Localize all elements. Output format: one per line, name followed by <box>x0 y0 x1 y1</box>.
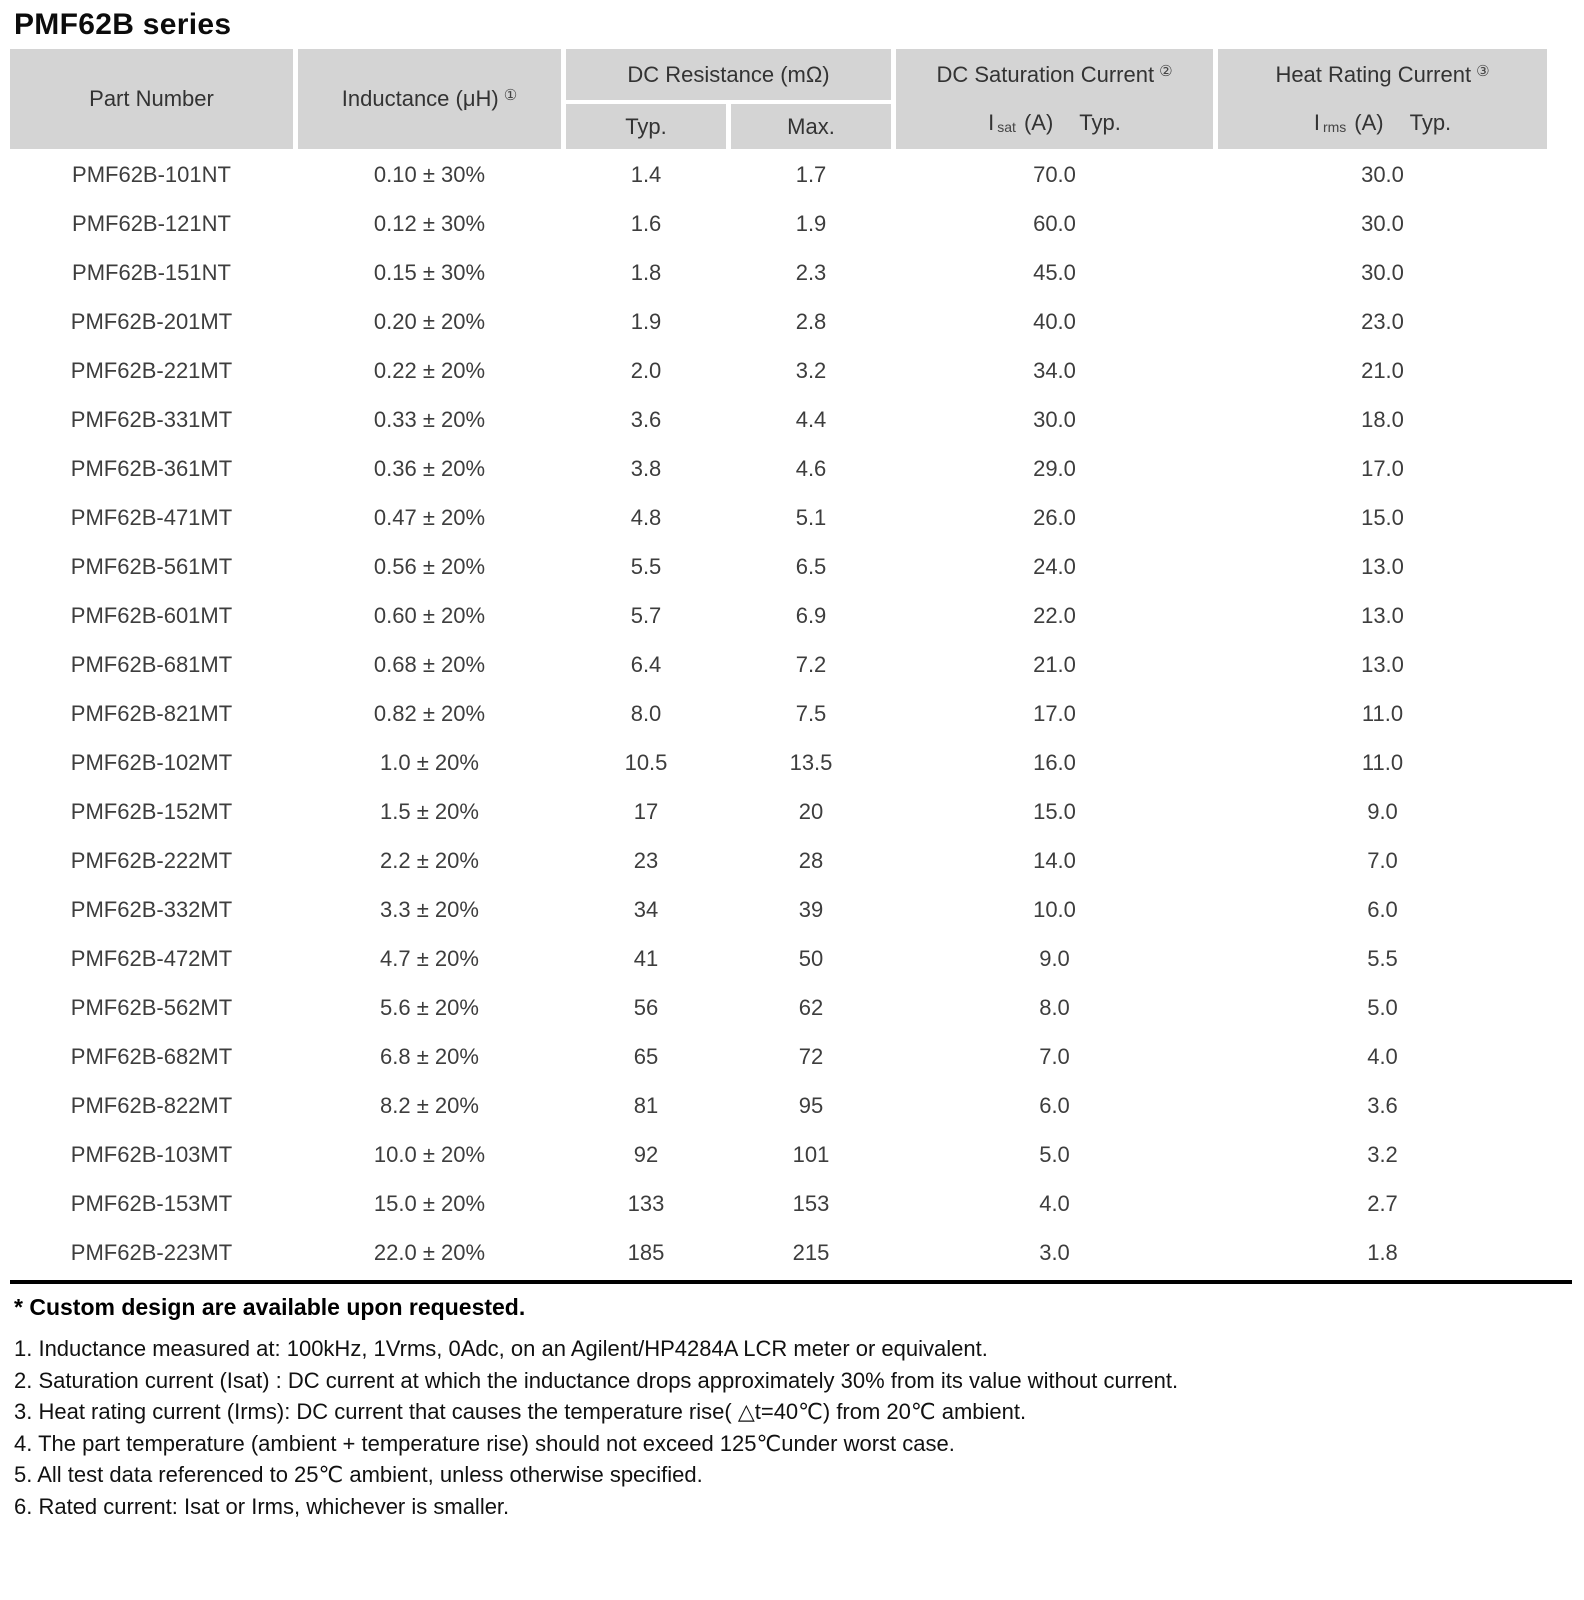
table-cell: 0.36 ± 20% <box>373 455 486 481</box>
table-cell: 17.0 <box>1361 455 1404 481</box>
footnotes-section <box>14 1294 1584 1522</box>
table-cell: 56 <box>633 994 659 1020</box>
table-row <box>10 885 1547 934</box>
table-cell: 41 <box>633 945 659 971</box>
table-cell: 28 <box>798 847 824 873</box>
table-cell: 15.0 <box>1361 504 1404 530</box>
header-label: Heat Rating Current <box>1275 62 1472 87</box>
table-cell: 4.0 <box>1367 1043 1398 1069</box>
table-cell: 0.33 ± 20% <box>373 406 486 432</box>
table-cell: 0.68 ± 20% <box>373 651 486 677</box>
table-cell: 6.8 ± 20% <box>380 1043 479 1069</box>
table-cell: 34 <box>633 896 659 922</box>
table-cell: 101 <box>792 1141 830 1167</box>
table-cell: 4.7 ± 20% <box>380 945 479 971</box>
table-cell: 22.0 ± 20% <box>373 1239 486 1265</box>
table-cell: 10.5 <box>624 749 668 775</box>
table-cell: 5.1 <box>795 504 827 530</box>
table-cell: 6.0 <box>1039 1092 1070 1118</box>
table-cell: 17.0 <box>1033 700 1076 726</box>
header-irms-sub <box>1314 110 1451 136</box>
footnote-ref-1: ① <box>503 87 518 104</box>
table-cell: 1.9 <box>795 210 827 236</box>
table-row <box>10 1130 1547 1179</box>
table-cell: PMF62B-681MT <box>70 651 233 677</box>
header-isat-sub <box>988 110 1121 136</box>
header-label: DC Saturation Current <box>936 62 1155 87</box>
table-row <box>10 787 1547 836</box>
footnote: 3. Heat rating current (Irms): DC current that causes the temperature rise( △t=40℃) from 20℃ ambient. <box>14 1399 1027 1424</box>
table-cell: 2.8 <box>795 308 827 334</box>
table-cell: 13.0 <box>1361 602 1404 628</box>
table-cell: 0.56 ± 20% <box>373 553 486 579</box>
footnote-ref-2: ② <box>1159 63 1173 80</box>
table-cell: 3.6 <box>1367 1092 1398 1118</box>
table-cell: 29.0 <box>1033 455 1076 481</box>
table-cell: 3.2 <box>1367 1141 1398 1167</box>
table-cell: 39 <box>798 896 824 922</box>
footnote-list <box>14 1333 1584 1522</box>
table-cell: 8.0 <box>630 700 662 726</box>
table-cell: 1.8 <box>1367 1239 1398 1265</box>
table-cell: 133 <box>627 1190 665 1216</box>
table-cell: 24.0 <box>1033 553 1076 579</box>
custom-design-note: * Custom design are available upon requested. <box>14 1294 526 1320</box>
table-cell: 5.5 <box>1367 945 1398 971</box>
table-cell: 0.10 ± 30% <box>373 161 486 187</box>
table-cell: PMF62B-562MT <box>70 994 233 1020</box>
table-cell: 10.0 ± 20% <box>373 1141 486 1167</box>
table-cell: 185 <box>627 1239 665 1265</box>
table-cell: PMF62B-153MT <box>70 1190 233 1216</box>
table-cell: 95 <box>798 1092 824 1118</box>
table-cell: 11.0 <box>1361 700 1404 726</box>
table-cell: 0.20 ± 20% <box>373 308 486 334</box>
table-cell: 2.3 <box>795 259 827 285</box>
footnote: 6. Rated current: Isat or Irms, whichever is smaller. <box>14 1493 510 1519</box>
table-row <box>10 591 1547 640</box>
table-cell: PMF62B-822MT <box>70 1092 233 1118</box>
table-cell: 0.47 ± 20% <box>373 504 486 530</box>
table-cell: 4.0 <box>1039 1190 1070 1216</box>
isat-typ-label: Typ. <box>1079 110 1121 135</box>
table-cell: PMF62B-361MT <box>70 455 233 481</box>
table-row <box>10 1179 1547 1228</box>
table-cell: 153 <box>792 1190 830 1216</box>
table-row <box>10 1081 1547 1130</box>
table-cell: 70.0 <box>1033 161 1076 187</box>
table-row <box>10 346 1547 395</box>
table-bottom-divider <box>10 1280 1572 1284</box>
table-cell: 40.0 <box>1033 308 1076 334</box>
isat-symbol: I <box>988 110 995 135</box>
table-cell: PMF62B-821MT <box>70 700 233 726</box>
table-cell: 3.3 ± 20% <box>380 896 479 922</box>
header-dc-resistance <box>566 49 891 100</box>
table-header <box>10 49 1547 149</box>
table-cell: 4.6 <box>795 455 827 481</box>
table-row <box>10 199 1547 248</box>
table-cell: 7.2 <box>795 651 827 677</box>
table-cell: 45.0 <box>1033 259 1076 285</box>
table-cell: 0.12 ± 30% <box>373 210 486 236</box>
table-cell: 1.5 ± 20% <box>380 798 479 824</box>
table-cell: 5.0 <box>1367 994 1398 1020</box>
table-cell: 3.8 <box>630 455 662 481</box>
table-body <box>10 150 1547 1277</box>
table-cell: 1.4 <box>630 161 662 187</box>
table-cell: 14.0 <box>1033 847 1076 873</box>
table-cell: 3.0 <box>1039 1239 1070 1265</box>
table-cell: PMF62B-152MT <box>70 798 233 824</box>
irms-typ-label: Typ. <box>1409 110 1452 135</box>
table-cell: PMF62B-101NT <box>72 161 231 187</box>
table-cell: 17 <box>633 798 659 824</box>
table-row <box>10 297 1547 346</box>
table-cell: PMF62B-121NT <box>72 210 231 236</box>
table-cell: 23.0 <box>1361 308 1404 334</box>
page-title: PMF62B series <box>14 8 232 41</box>
table-cell: 50 <box>798 945 824 971</box>
irms-unit: (A) <box>1354 110 1384 135</box>
table-cell: 21.0 <box>1361 357 1404 383</box>
table-cell: 2.0 <box>630 357 662 383</box>
table-cell: 30.0 <box>1361 210 1404 236</box>
footnote: 2. Saturation current (Isat) : DC current at which the inductance drops approximately 30% from its value without current. <box>14 1367 1179 1393</box>
header-label: Part Number <box>89 86 214 111</box>
table-row <box>10 493 1547 542</box>
header-label: Inductance (μH) <box>341 86 499 111</box>
table-cell: PMF62B-682MT <box>70 1043 233 1069</box>
table-row <box>10 150 1547 199</box>
table-cell: 30.0 <box>1361 259 1404 285</box>
table-cell: 30.0 <box>1361 161 1404 187</box>
table-cell: 20 <box>798 798 824 824</box>
table-cell: 1.7 <box>795 161 827 187</box>
table-row <box>10 248 1547 297</box>
table-cell: 6.4 <box>630 651 662 677</box>
table-cell: 22.0 <box>1033 602 1076 628</box>
irms-subscript: rms <box>1322 119 1347 135</box>
table-cell: 215 <box>792 1239 830 1265</box>
spec-table <box>10 49 1547 1277</box>
table-cell: PMF62B-102MT <box>70 749 233 775</box>
table-cell: 65 <box>633 1043 659 1069</box>
table-cell: 23 <box>633 847 659 873</box>
table-cell: PMF62B-472MT <box>70 945 233 971</box>
table-cell: 5.6 ± 20% <box>380 994 479 1020</box>
table-cell: 1.0 ± 20% <box>380 749 479 775</box>
table-cell: 13.0 <box>1361 553 1404 579</box>
header-label: DC Resistance (mΩ) <box>627 61 830 87</box>
table-cell: PMF62B-151NT <box>72 259 231 285</box>
table-cell: 0.82 ± 20% <box>373 700 486 726</box>
header-heat-title <box>1275 62 1489 88</box>
table-cell: 7.0 <box>1367 847 1398 873</box>
table-cell: 62 <box>798 994 824 1020</box>
table-cell: 1.9 <box>630 308 662 334</box>
table-cell: 0.15 ± 30% <box>373 259 486 285</box>
table-cell: 7.5 <box>795 700 827 726</box>
table-cell: 5.0 <box>1039 1141 1070 1167</box>
table-cell: PMF62B-201MT <box>70 308 233 334</box>
table-cell: PMF62B-223MT <box>70 1239 233 1265</box>
header-inductance <box>298 49 561 149</box>
table-cell: PMF62B-601MT <box>70 602 233 628</box>
table-row <box>10 1032 1547 1081</box>
header-saturation-title <box>936 62 1172 88</box>
table-cell: 16.0 <box>1033 749 1076 775</box>
table-row <box>10 444 1547 493</box>
table-cell: 3.2 <box>795 357 827 383</box>
table-cell: 8.0 <box>1039 994 1070 1020</box>
table-cell: 92 <box>633 1141 659 1167</box>
table-cell: 18.0 <box>1361 406 1404 432</box>
table-row <box>10 836 1547 885</box>
table-cell: PMF62B-471MT <box>70 504 233 530</box>
table-cell: 4.8 <box>630 504 662 530</box>
header-part-number <box>10 49 293 149</box>
table-cell: 13.0 <box>1361 651 1404 677</box>
table-cell: 10.0 <box>1033 896 1076 922</box>
table-cell: 0.60 ± 20% <box>373 602 486 628</box>
table-cell: 2.7 <box>1367 1190 1398 1216</box>
table-cell: PMF62B-332MT <box>70 896 233 922</box>
header-dcr-typ <box>566 104 726 149</box>
isat-subscript: sat <box>997 119 1016 135</box>
table-cell: 8.2 ± 20% <box>380 1092 479 1118</box>
header-heat-rating-current <box>1218 49 1547 149</box>
table-cell: 72 <box>798 1043 824 1069</box>
header-saturation-current <box>896 49 1213 149</box>
table-cell: 6.9 <box>795 602 827 628</box>
table-row <box>10 689 1547 738</box>
table-cell: 6.5 <box>795 553 827 579</box>
table-row <box>10 395 1547 444</box>
table-row <box>10 1228 1547 1277</box>
table-cell: PMF62B-103MT <box>70 1141 233 1167</box>
table-cell: 11.0 <box>1361 749 1404 775</box>
table-row <box>10 738 1547 787</box>
table-cell: 15.0 <box>1033 798 1076 824</box>
table-cell: 26.0 <box>1033 504 1076 530</box>
table-cell: PMF62B-221MT <box>70 357 233 383</box>
table-cell: 7.0 <box>1039 1043 1070 1069</box>
table-cell: 34.0 <box>1033 357 1076 383</box>
table-cell: 5.5 <box>630 553 662 579</box>
isat-unit: (A) <box>1023 110 1054 135</box>
footnote: 1. Inductance measured at: 100kHz, 1Vrms, 0Adc, on an Agilent/HP4284A LCR meter or equivalent. <box>14 1336 988 1361</box>
table-row <box>10 983 1547 1032</box>
table-row <box>10 934 1547 983</box>
table-cell: 3.6 <box>630 406 662 432</box>
table-cell: 2.2 ± 20% <box>380 847 479 873</box>
table-cell: 6.0 <box>1367 896 1398 922</box>
table-cell: 1.8 <box>630 259 662 285</box>
table-cell: 21.0 <box>1033 651 1076 677</box>
header-label: Max. <box>787 113 835 139</box>
table-cell: 9.0 <box>1367 798 1398 824</box>
table-cell: 5.7 <box>630 602 662 628</box>
footnote: 5. All test data referenced to 25℃ ambient, unless otherwise specified. <box>14 1462 703 1487</box>
footnote: 4. The part temperature (ambient + temperature rise) should not exceed 125℃under worst case. <box>14 1430 955 1456</box>
footnote-ref-3: ③ <box>1476 63 1490 80</box>
table-cell: 4.4 <box>795 406 827 432</box>
table-row <box>10 542 1547 591</box>
table-row <box>10 640 1547 689</box>
table-cell: 9.0 <box>1039 945 1070 971</box>
table-cell: 15.0 ± 20% <box>373 1190 486 1216</box>
table-cell: 30.0 <box>1033 406 1076 432</box>
table-cell: PMF62B-222MT <box>70 847 233 873</box>
table-cell: 60.0 <box>1033 210 1076 236</box>
table-cell: 0.22 ± 20% <box>373 357 486 383</box>
table-cell: 81 <box>633 1092 659 1118</box>
header-label: Typ. <box>625 113 667 139</box>
table-cell: 13.5 <box>789 749 833 775</box>
table-cell: PMF62B-331MT <box>70 406 233 432</box>
irms-symbol: I <box>1313 110 1320 135</box>
table-cell: PMF62B-561MT <box>70 553 233 579</box>
header-dcr-max <box>731 104 891 149</box>
table-cell: 1.6 <box>630 210 662 236</box>
